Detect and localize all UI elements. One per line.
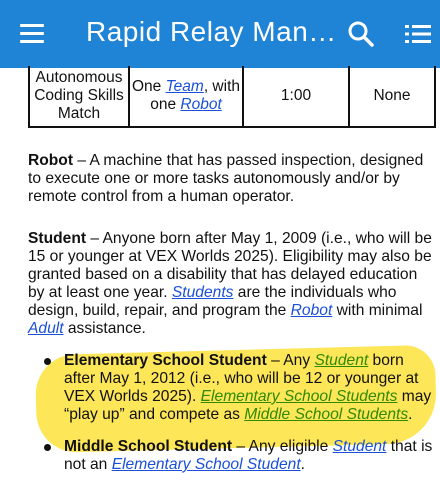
elementary-term: Elementary School Student: [64, 352, 267, 369]
elem-text-3: may “play up” and compete as: [64, 388, 432, 423]
student-category-list: [40, 352, 436, 474]
robot-definition: [28, 152, 438, 206]
bullet-icon: [44, 444, 51, 451]
robot-link[interactable]: Robot: [180, 96, 222, 113]
adult-link[interactable]: Adult: [28, 320, 64, 337]
student-text-3: with minimal: [332, 302, 423, 319]
mid-text-3: .: [300, 456, 305, 473]
student-text-1: – Anyone born after May 1, 2009 (i.e., who will be 15 or younger at VEX Worlds 2025). Eligibility may also be granted based on a disability that has delayed education by at least one year.: [28, 230, 432, 301]
student-text-2: are the individuals who design, build, repair, and program the: [28, 284, 397, 319]
student-term: Student: [28, 230, 87, 247]
teams-text-mid: , with one: [150, 78, 240, 113]
search-icon[interactable]: [347, 20, 375, 48]
elem-text-1: – Any: [266, 352, 315, 369]
student-link[interactable]: Student: [314, 352, 369, 369]
elem-text-2: born after May 1, 2012 (i.e., who will be 12 or younger at VEX Worlds 2025).: [64, 352, 419, 405]
mid-text-2: that is not an: [64, 438, 433, 473]
match-type-cell: Autonomous Coding Skills Match: [30, 66, 130, 126]
app-title: Rapid Relay Man…: [86, 16, 337, 47]
time-cell: 1:00: [244, 66, 350, 126]
table-of-contents-icon[interactable]: [405, 24, 431, 44]
student-link-2[interactable]: Student: [332, 438, 387, 455]
list-item-elementary: [40, 352, 436, 424]
app-bar: [0, 0, 440, 68]
students-link[interactable]: Students: [171, 284, 234, 301]
robot-term: Robot: [28, 152, 74, 169]
teams-text-pre: One: [132, 78, 166, 95]
team-link[interactable]: Team: [165, 78, 204, 95]
elementary-school-student-link[interactable]: Elementary School Student: [111, 456, 301, 473]
driver-cell: None: [373, 87, 411, 104]
match-table-row: [28, 66, 436, 128]
middle-school-students-link[interactable]: Middle School Students: [244, 406, 409, 423]
mid-text-1: – Any eligible: [232, 438, 333, 455]
menu-icon[interactable]: [20, 22, 46, 46]
elem-text-4: .: [408, 406, 413, 423]
teams-cell: [130, 66, 244, 126]
student-text-4: assistance.: [63, 320, 146, 337]
list-item-middle: [40, 438, 436, 474]
middle-term: Middle School Student: [64, 438, 233, 455]
bullet-icon: [44, 358, 51, 365]
student-definition: [28, 230, 438, 338]
elementary-students-link[interactable]: Elementary School Students: [200, 388, 398, 405]
robot-definition-text: – A machine that has passed inspection, designed to execute one or more tasks autonomously and/or by remote control from a human operator.: [28, 152, 424, 205]
robot-link-2[interactable]: Robot: [290, 302, 333, 319]
